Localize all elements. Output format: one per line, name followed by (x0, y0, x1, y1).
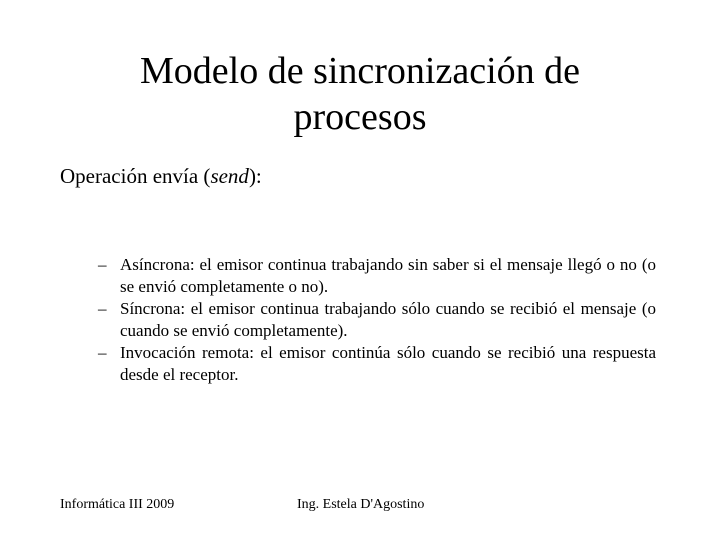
intro-prefix: Operación envía ( (60, 164, 211, 188)
bullet-item-asincrona (98, 254, 656, 298)
bullet-item-sincrona (98, 298, 656, 342)
footer-course: Informática III 2009 (60, 497, 175, 512)
bullet-text: Asíncrona: el emisor continua trabajando sin saber si el mensaje llegó o no (o se envió completamente o no). (120, 255, 656, 296)
bullet-text: Invocación remota: el emisor continúa sólo cuando se recibió una respuesta desde el receptor. (120, 343, 656, 384)
slide-title (60, 48, 660, 140)
bullet-dash: – (98, 299, 107, 318)
bullet-list (98, 254, 656, 386)
slide-title-line-1: Modelo de sincronización de (139, 50, 581, 92)
bullet-item-invocacion-remota (98, 342, 656, 386)
intro-text (60, 163, 262, 189)
intro-suffix: ): (248, 164, 262, 188)
bullet-dash: – (98, 255, 107, 274)
slide-title-line-2: procesos (293, 96, 427, 138)
bullet-dash: – (98, 343, 107, 362)
intro-italic-word: send (210, 164, 249, 188)
bullet-text: Síncrona: el emisor continua trabajando sólo cuando se recibió el mensaje (o cuando se envió completamente). (120, 299, 656, 340)
footer-author: Ing. Estela D'Agostino (297, 497, 425, 512)
